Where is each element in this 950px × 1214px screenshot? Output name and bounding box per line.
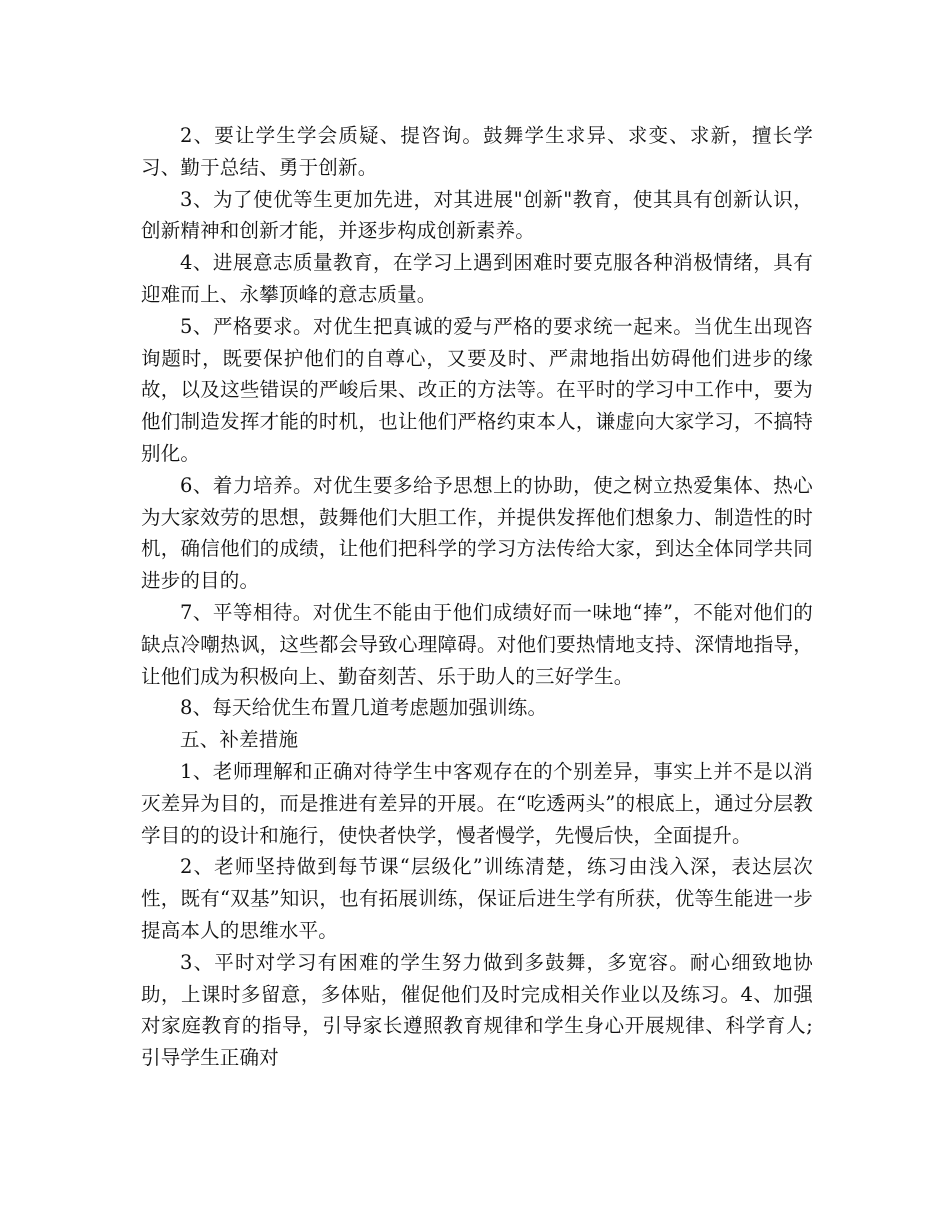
- paragraph-4-willpower: 4、进展意志质量教育，在学习上遇到困难时要克服各种消极情绪，具有迎难而上、永攀顶峰的意志质量。: [141, 251, 813, 306]
- paragraph-remedial-3: 3、平时对学习有困难的学生努力做到多鼓舞，多宽容。耐心细致地协助，上课时多留意，多体贴，催促他们及时完成相关作业以及练习。4、加强对家庭教育的指导，引导家长遵照教育规律和学生身心开展规律、科学育人;引导学生正确对: [141, 950, 813, 1070]
- paragraph-7-equal: 7、平等相待。对优生不能由于他们成绩好而一味地“捧”，不能对他们的缺点冷嘲热讽，这些都会导致心理障碍。对他们要热情地支持、深情地指导，让他们成为积极向上、勤奋刻苦、乐于助人的三好学生。: [141, 600, 813, 688]
- paragraph-8-exercises: 8、每天给优生布置几道考虑题加强训练。: [180, 696, 548, 720]
- paragraph-6-cultivate: 6、着力培养。对优生要多给予思想上的协助，使之树立热爱集体、热心为大家效劳的思想，鼓舞他们大胆工作，并提供发挥他们想象力、制造性的时机，确信他们的成绩，让他们把科学的学习方法传给大家，到达全体同学共同进步的目的。: [141, 473, 813, 593]
- paragraph-3-innovation: 3、为了使优等生更加先进，对其进展"创新"教育，使其具有创新认识，创新精神和创新才能，并逐步构成创新素养。: [141, 187, 813, 243]
- paragraph-2-question: 2、要让学生学会质疑、提咨询。鼓舞学生求异、求变、求新，擅长学习、勤于总结、勇于创新。: [141, 124, 813, 179]
- section-heading-remedial: 五、补差措施: [180, 728, 299, 752]
- paragraph-remedial-2: 2、老师坚持做到每节课“层级化”训练清楚，练习由浅入深，表达层次性，既有“双基”知识，也有拓展训练，保证后进生学有所获，优等生能进一步提高本人的思维水平。: [141, 855, 813, 942]
- paragraph-remedial-1: 1、老师理解和正确对待学生中客观存在的个别差异，事实上并不是以消灭差异为目的，而是推进有差异的开展。在“吃透两头”的根底上，通过分层教学目的的设计和施行，使快者快学，慢者慢学，先慢后快，全面提升。: [141, 759, 813, 847]
- paragraph-5-strict: 5、严格要求。对优生把真诚的爱与严格的要求统一起来。当优生出现咨询题时，既要保护他们的自尊心，又要及时、严肃地指出妨碍他们进步的缘故，以及这些错误的严峻后果、改正的方法等。在平时的学习中工作中，要为他们制造发挥才能的时机，也让他们严格约束本人，谦虚向大家学习，不搞特别化。: [141, 314, 813, 465]
- document-body: [141, 120, 813, 1074]
